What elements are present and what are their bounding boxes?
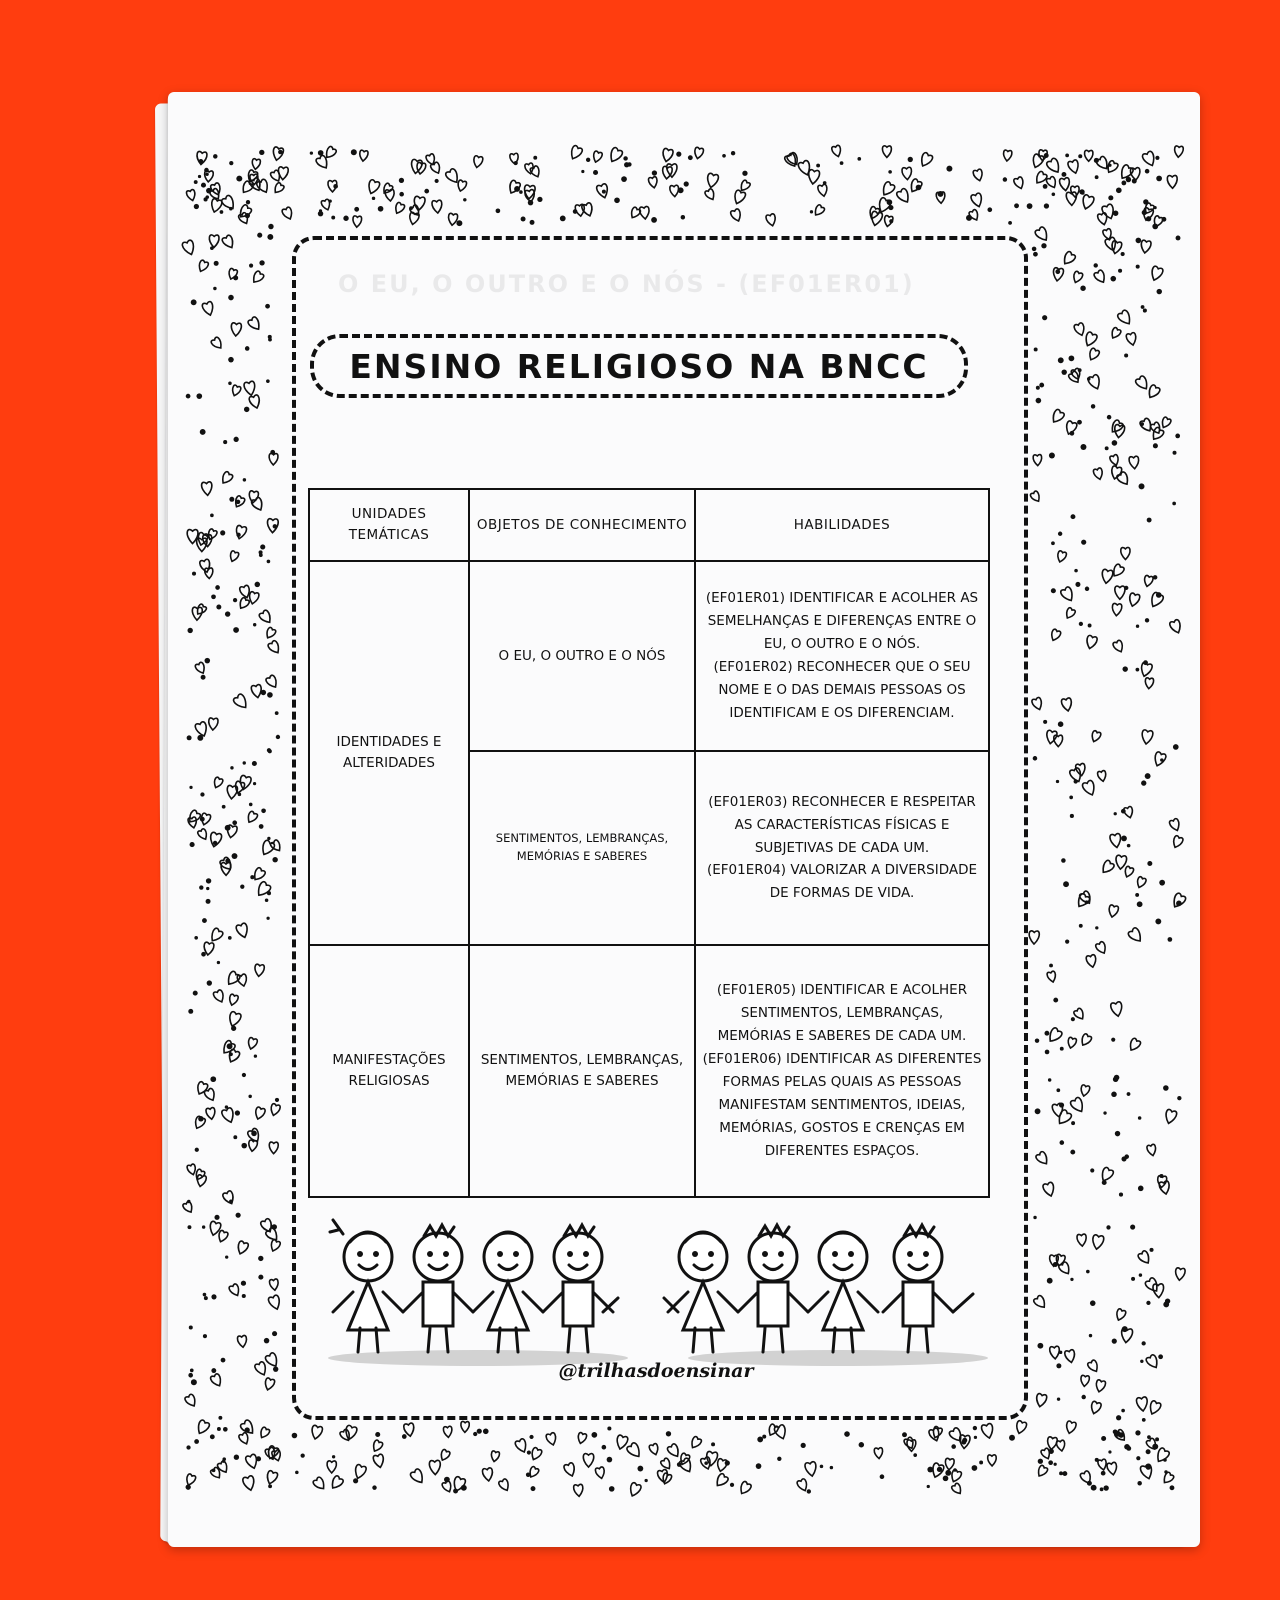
header-objetos: OBJETOS DE CONHECIMENTO	[469, 489, 695, 561]
worksheet-page	[168, 92, 1200, 1547]
skills-cell	[695, 945, 989, 1197]
header-habilidades: HABILIDADES	[695, 489, 989, 561]
skills-cell	[695, 751, 989, 945]
skill-ef01er02: (EF01ER02) RECONHECER QUE O SEU NOME E O DAS DEMAIS PESSOAS OS IDENTIFICAM E OS DIFERENCIAM.	[713, 659, 971, 721]
skill-ef01er01: (EF01ER01) IDENTIFICAR E ACOLHER AS SEMELHANÇAS E DIFERENÇAS ENTRE O EU, O OUTRO E O NÓS.	[705, 590, 979, 653]
page-title: ENSINO RELIGIOSO NA BNCC	[310, 334, 968, 398]
object-sentimentos: SENTIMENTOS, LEMBRANÇAS, MEMÓRIAS E SABERES	[469, 751, 695, 945]
skill-ef01er05: (EF01ER05) IDENTIFICAR E ACOLHER SENTIMENTOS, LEMBRANÇAS, MEMÓRIAS E SABERES DE CADA UM.	[716, 982, 968, 1045]
bncc-table	[308, 488, 990, 1198]
table-header-row	[309, 489, 989, 561]
unit-identidades: IDENTIDADES E ALTERIDADES	[309, 561, 469, 945]
children-holding-hands-illustration	[328, 1212, 988, 1372]
unit-manifestacoes: MANIFESTAÇÕES RELIGIOSAS	[309, 945, 469, 1197]
skill-ef01er03: (EF01ER03) RECONHECER E RESPEITAR AS CARACTERÍSTICAS FÍSICAS E SUBJETIVAS DE CADA UM.	[708, 793, 976, 856]
header-unidades: UNIDADES TEMÁTICAS	[309, 489, 469, 561]
skill-ef01er06: (EF01ER06) IDENTIFICAR AS DIFERENTES FORMAS PELAS QUAIS AS PESSOAS MANIFESTAM SENTIMENTOS, IDEIAS, MEMÓRIAS, GOSTOS E CRENÇAS EM DIFERENTES ESPAÇOS.	[702, 1051, 982, 1159]
object-eu-outro-nos: O EU, O OUTRO E O NÓS	[469, 561, 695, 751]
table-row	[309, 945, 989, 1197]
skills-cell	[695, 561, 989, 751]
table-row	[309, 561, 989, 751]
credit-handle: @trilhasdoensinar	[558, 1360, 754, 1382]
skill-ef01er04: (EF01ER04) VALORIZAR A DIVERSIDADE DE FORMAS DE VIDA.	[706, 862, 978, 902]
show-through-text: O EU, O OUTRO E O NÓS - (EF01ER01)	[338, 270, 915, 298]
object-sentimentos-2: SENTIMENTOS, LEMBRANÇAS, MEMÓRIAS E SABERES	[469, 945, 695, 1197]
